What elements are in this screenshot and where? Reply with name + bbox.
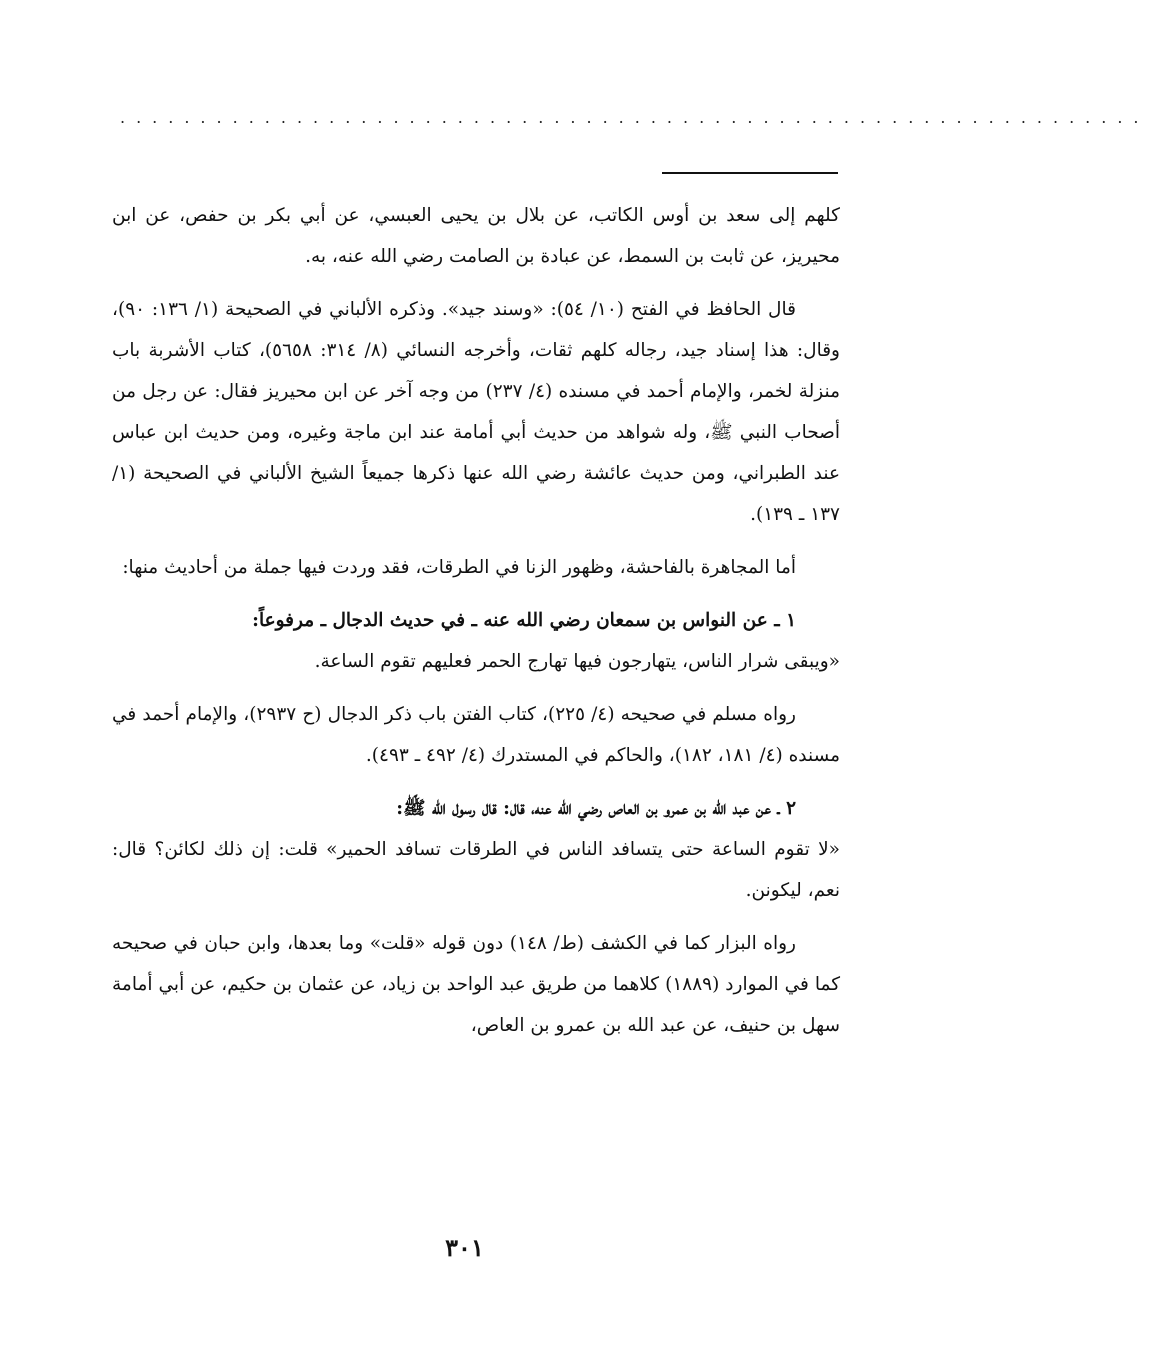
paragraph-1: كلهم إلى سعد بن أوس الكاتب، عن بلال بن يحيى العبسي، عن أبي بكر بن حفص، عن ابن محيريز، عن ثابت بن السمط، عن عبادة بن الصامت رضي الله عنه، به. — [112, 205, 840, 267]
paragraph-5: رواه البزار كما في الكشف (ط/ ١٤٨) دون قوله «قلت» وما بعدها، وابن حبان في صحيحه كما في الموارد (١٨٨٩) كلاهما من طريق عبد الواحد بن زياد، عن عثمان بن حكيم، عن أبي أمامة سهل بن حنيف، عن عبد الله بن عمرو بن العاص، — [112, 933, 840, 1036]
footnote-separator-dots: ................................................................ — [120, 108, 1150, 127]
paragraph-3: أما المجاهرة بالفاحشة، وظهور الزنا في الطرقات، فقد وردت فيها جملة من أحاديث منها: — [122, 557, 796, 578]
page-number: ٣٠١ — [445, 1233, 484, 1262]
paragraph-4: رواه مسلم في صحيحه (٤/ ٢٢٥)، كتاب الفتن باب ذكر الدجال (ح ٢٩٣٧)، والإمام أحمد في مسنده (٤/ ١٨١، ١٨٢)، والحاكم في المستدرك (٤/ ٤٩٢ ـ ٤٩٣). — [112, 704, 840, 766]
hadith-2-text: «لا تقوم الساعة حتى يتسافد الناس في الطرقات تسافد الحمير» قلت: إن ذلك لكائن؟ قال: نعم، ليكونن. — [112, 839, 840, 901]
hadith-2-heading: ٢ ـ عن عبد الله بن عمرو بن العاص رضي الله عنه، قال: قال رسول الله ﷺ: — [396, 798, 796, 819]
footnote-rule — [662, 172, 838, 174]
hadith-1-text: «ويبقى شرار الناس، يتهارجون فيها تهارج الحمر فعليهم تقوم الساعة. — [314, 651, 840, 672]
hadith-1-heading: ١ ـ عن النواس بن سمعان رضي الله عنه ـ في حديث الدجال ـ مرفوعاً: — [252, 610, 796, 631]
hadith-2 — [112, 788, 840, 911]
page-body — [112, 195, 840, 1058]
hadith-1 — [112, 600, 840, 682]
paragraph-2: قال الحافظ في الفتح (١٠/ ٥٤): «وسند جيد». وذكره الألباني في الصحيحة (١/ ١٣٦: ٩٠)، وقال: هذا إسناد جيد، رجاله كلهم ثقات، وأخرجه النسائي (٨/ ٣١٤: ٥٦٥٨)، كتاب الأشربة باب منزلة لخمر، والإمام أحمد في مسنده (٤/ ٢٣٧) من وجه آخر عن ابن محيريز فقال: عن رجل من أصحاب النبي ﷺ، وله شواهد من حديث أبي أمامة عند ابن ماجة وغيره، ومن حديث ابن عباس عند الطبراني، ومن حديث عائشة رضي الله عنها ذكرها جميعاً الشيخ الألباني في الصحيحة (١/ ١٣٧ ـ ١٣٩). — [112, 299, 840, 525]
